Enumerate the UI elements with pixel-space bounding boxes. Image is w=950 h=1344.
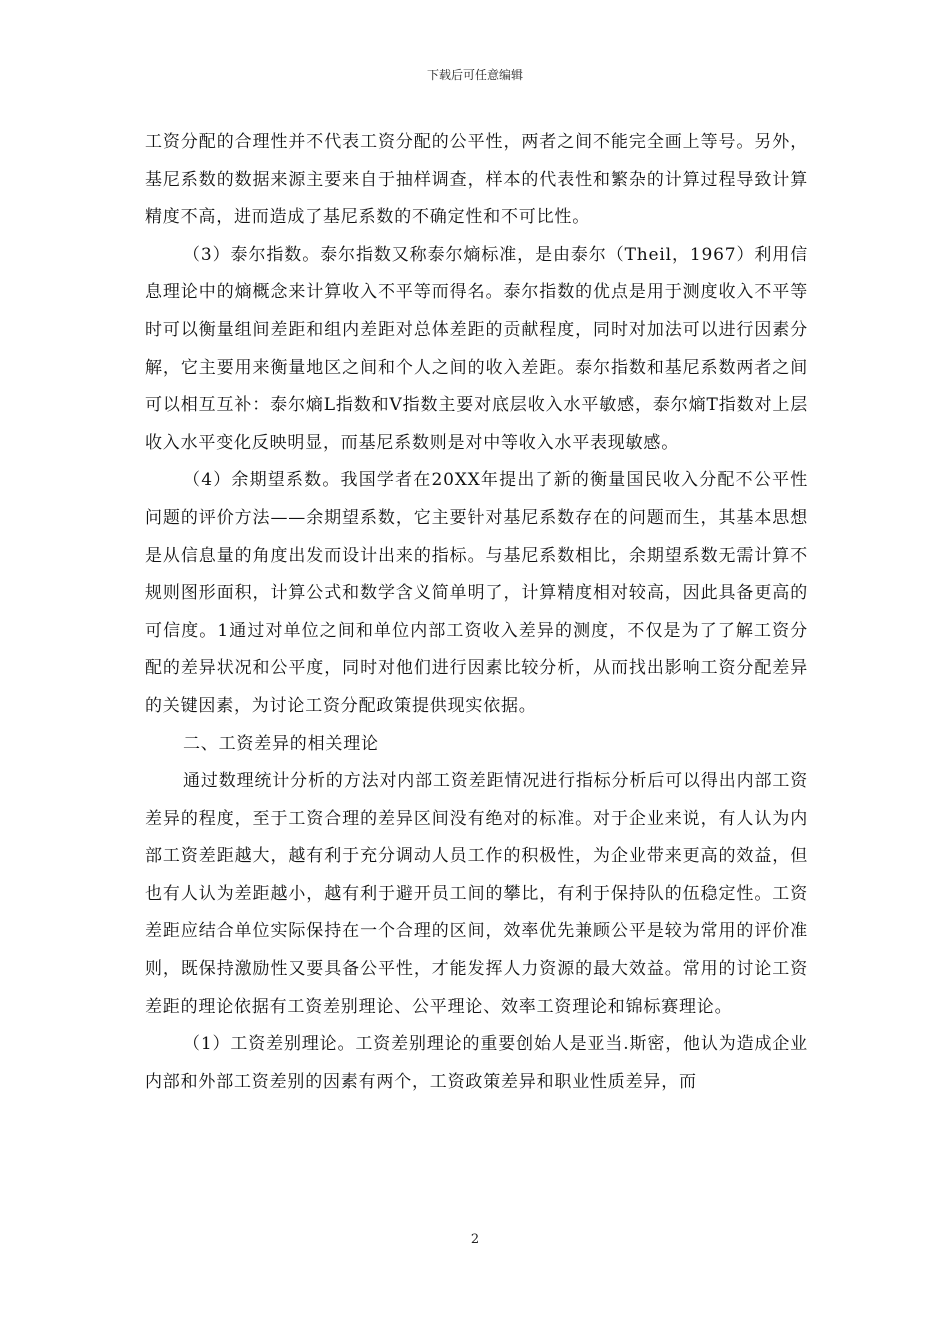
paragraph-residual-expectation: （4）余期望系数。我国学者在20XX年提出了新的衡量国民收入分配不公平性问题的评价方法——余期望系数，它主要针对基尼系数存在的问题而生，其基本思想是从信息量的角度出发而设计出来的指标。与基尼系数相比，余期望系数无需计算不规则图形面积，计算公式和数学含义简单明了，计算精度相对较高，因此具备更高的可信度。1通过对单位之间和单位内部工资收入差异的测度，不仅是为了了解工资分配的差异状况和公平度，同时对他们进行因素比较分析，从而找出影响工资分配差异的关键因素，为讨论工资分配政策提供现实依据。: [145, 470, 808, 716]
paragraph-theil-index: （3）泰尔指数。泰尔指数又称泰尔熵标准，是由泰尔（Theil，1967）利用信息理论中的熵概念来计算收入不平等而得名。泰尔指数的优点是用于测度收入不平等时可以衡量组间差距和组内差距对总体差距的贡献程度，同时对加法可以进行因素分解，它主要用来衡量地区之间和个人之间的收入差距。泰尔指数和基尼系数两者之间可以相互互补：泰尔熵L指数和V指数主要对底层收入水平敏感，泰尔熵T指数对上层收入水平变化反映明显，而基尼系数则是对中等收入水平表现敏感。: [145, 244, 808, 453]
document-body: [145, 124, 808, 1101]
paragraph-gini-conclusion: 工资分配的合理性并不代表工资分配的公平性，两者之间不能完全画上等号。另外，基尼系数的数据来源主要来自于抽样调查，样本的代表性和繁杂的计算过程导致计算精度不高，进而造成了基尼系数的不确定性和不可比性。: [145, 132, 808, 228]
page-number: 2: [470, 1232, 480, 1247]
page-header: 下载后可任意编辑: [426, 68, 523, 82]
paragraph-wage-gap-analysis: 通过数理统计分析的方法对内部工资差距情况进行指标分析后可以得出内部工资差异的程度，至于工资合理的差异区间没有绝对的标准。对于企业来说，有人认为内部工资差距越大，越有利于充分调动人员工作的积极性，为企业带来更高的效益，但也有人认为差距越小，越有利于避开员工间的攀比，有利于保持队的伍稳定性。工资差距应结合单位实际保持在一个合理的区间，效率优先兼顾公平是较为常用的评价准则，既保持激励性又要具备公平性，才能发挥人力资源的最大效益。常用的讨论工资差距的理论依据有工资差别理论、公平理论、效率工资理论和锦标赛理论。: [145, 771, 808, 1017]
paragraph-wage-difference-theory: （1）工资差别理论。工资差别理论的重要创始人是亚当.斯密，他认为造成企业内部和外部工资差别的因素有两个，工资政策差异和职业性质差异，而: [145, 1034, 808, 1092]
section-heading-wage-theory: 二、工资差异的相关理论: [183, 733, 379, 754]
